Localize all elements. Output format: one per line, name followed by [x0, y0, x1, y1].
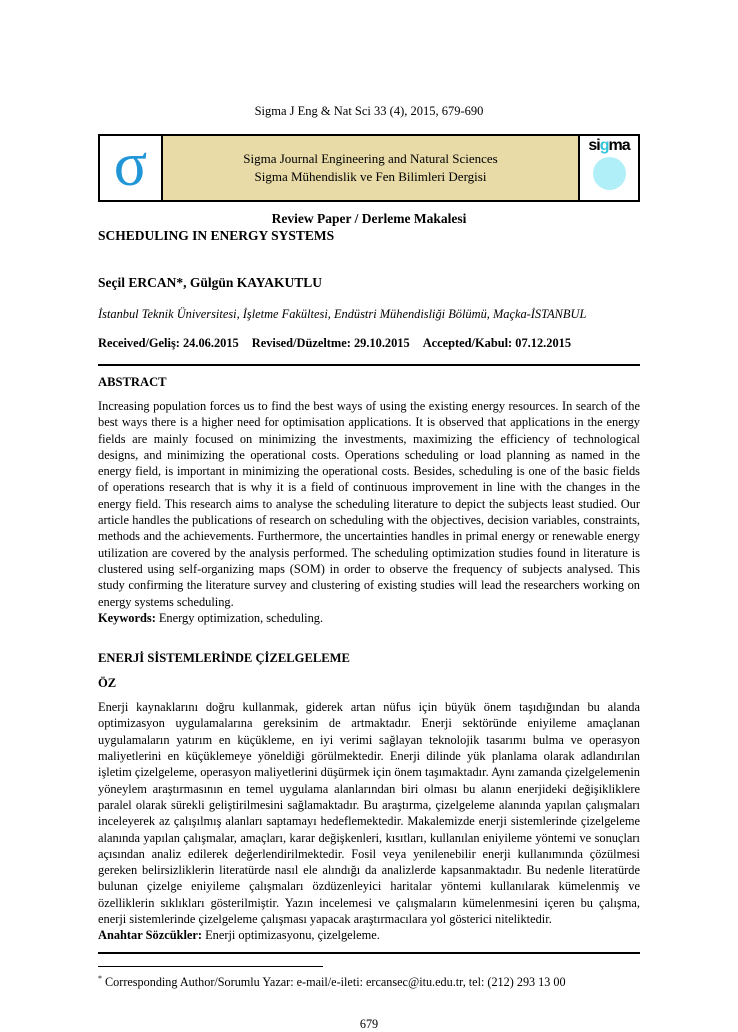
keywords-value: Energy optimization, scheduling.: [158, 610, 324, 625]
wordmark-g: g: [599, 137, 609, 154]
turkish-keywords-line: [98, 927, 640, 943]
footnote-line: [98, 971, 640, 990]
turkish-keywords-value: Enerji optimizasyonu, çizelgeleme.: [205, 928, 380, 943]
journal-header-band: [98, 130, 640, 202]
sigma-logo-icon: σ: [113, 130, 148, 199]
keywords-line: [98, 610, 640, 626]
paper-page: [98, 0, 640, 1032]
footnote-separator: [98, 966, 323, 967]
journal-reference-line: Sigma J Eng & Nat Sci 33 (4), 2015, 679-690: [254, 104, 484, 118]
turkish-title: ENERJİ SİSTEMLERİNDE ÇİZELGELEME: [98, 651, 350, 666]
footnote-marker: *: [98, 973, 102, 983]
article-type-line: Review Paper / Derleme Makalesi: [271, 211, 467, 226]
page-number: 679: [359, 1016, 379, 1031]
abstract-top-rule: [98, 364, 640, 366]
sigma-wordmark: [588, 138, 629, 154]
abstract-heading: ABSTRACT: [98, 375, 167, 389]
journal-name-panel: [163, 136, 578, 200]
affiliation-line: İstanbul Teknik Üniversitesi, İşletme Fakültesi, Endüstri Mühendisliği Bölümü, Maçka-İSTANBUL: [98, 307, 587, 321]
oz-heading: ÖZ: [98, 676, 117, 691]
authors-line: Seçil ERCAN*, Gülgün KAYAKUTLU: [98, 275, 323, 290]
keywords-label: Keywords:: [98, 610, 156, 625]
turkish-abstract-body: Enerji kaynaklarını doğru kullanmak, giderek artan nüfus için büyük önem taşıdığından bu alanda optimizasyon uygulamalarına gereksinim de artmaktadır. Enerji sektöründe eniyileme amaçlanan uygulamaların yatırım en küçükleme, en iyi verimi sağlayan teknolojik tasarımı bulma ve operasyon maliyetlerini en küçüklemeye yöneldiği görülmektedir. Enerji dilinde yük planlama olarak adlandırılan işletim çizelgeleme, operasyon maliyetlerini düşürmek için önem taşımaktadır. Aynı zamanda çizelgelemenin yöneylem araştırmasının en temel uygulama alanlarından biri olması bu alanın enerjideki değişikliklere paralel olarak sürekli geliştirilmesini sağlamaktadır. Bu araştırma, çizelgeleme alanında yapılan çalışmaları inceleyerek az çalışılmış alanları saptamayı hedeflemektedir. Makalemizde enerji sistemlerinde çizelgeleme alanında yapılan çalışmalar, amaçları, karar değişkenleri, kısıtları, kullanılan eniyileme yöntemi ve sonuçları açısından analiz edilerek değerlendirilmektedir. Fosil veya yenilenebilir enerji kullanımında çözülmesi gereken belirsizliklerin literatürde nasıl ele alındığı da analizlerde kapsanmaktadır. Bu nedenle literatürde bulunan çizelge eniyileme çalışmaları özdüzenleyici haritalar yöntemi kullanılarak kümelenmiş ve özelliklerin sıklıkları gösterilmiştir. Yazın incelemesi ve çalışmaların kümelenmesini içeren bu çalışma, enerji sistemlerinde çizelgeleme çalışması yapacak araştırmacılara yol gösterici niteliktedir.: [98, 700, 640, 927]
accepted-date: Accepted/Kabul: 07.12.2015: [422, 336, 572, 350]
dates-line: [98, 336, 640, 351]
article-title: SCHEDULING IN ENERGY SYSTEMS: [98, 228, 335, 243]
abstract-bottom-rule: [98, 952, 640, 954]
journal-wordmark-box: [578, 136, 638, 200]
abstract-body: Increasing population forces us to find the best ways of using the existing energy resources. In search of the best ways there is a higher need for optimisation applications. It is observed that applications in the energy fields are mainly focused on minimizing the investments, maximizing the efficiency of technological designs, and minimizing the operational costs. Operations scheduling or load planning as named in the energy field, is important in minimizing the operational costs. Besides, scheduling is one of the basic fields of operations research that is why it is a field of continuous improvement in line with the changes in the energy field. This research aims to analyse the scheduling literature to depict the subjects least studied. Our article handles the publications of research on scheduling with the objectives, decision variables, constraints, methods and the achievements. Furthermore, the uncertainties handles in primal energy or renewable energy utilization are covered by the analysis performed. The scheduling optimization studies found in literature is clustered using self-organizing maps (SOM) in order to observe the frequency of subjects analysed. This study confirming the literature survey and clustering of existing studies will lead the researchers working on energy systems scheduling.: [98, 399, 640, 609]
wordmark-si: si: [588, 137, 600, 154]
journal-name-english: Sigma Journal Engineering and Natural Sciences: [243, 151, 498, 166]
received-date: Received/Geliş: 24.06.2015: [98, 336, 239, 350]
cyan-circle-icon: [593, 157, 626, 190]
turkish-keywords-label: Anahtar Sözcükler:: [98, 928, 203, 943]
journal-name-turkish: Sigma Mühendislik ve Fen Bilimleri Dergisi: [254, 169, 487, 184]
wordmark-ma: ma: [608, 137, 630, 154]
footnote-text: Corresponding Author/Sorumlu Yazar: e-mail/e-ileti: ercansec@itu.edu.tr, tel: (212) 293 13 00: [105, 974, 566, 989]
journal-logo-box: [100, 130, 163, 200]
revised-date: Revised/Düzeltme: 29.10.2015: [251, 336, 410, 350]
